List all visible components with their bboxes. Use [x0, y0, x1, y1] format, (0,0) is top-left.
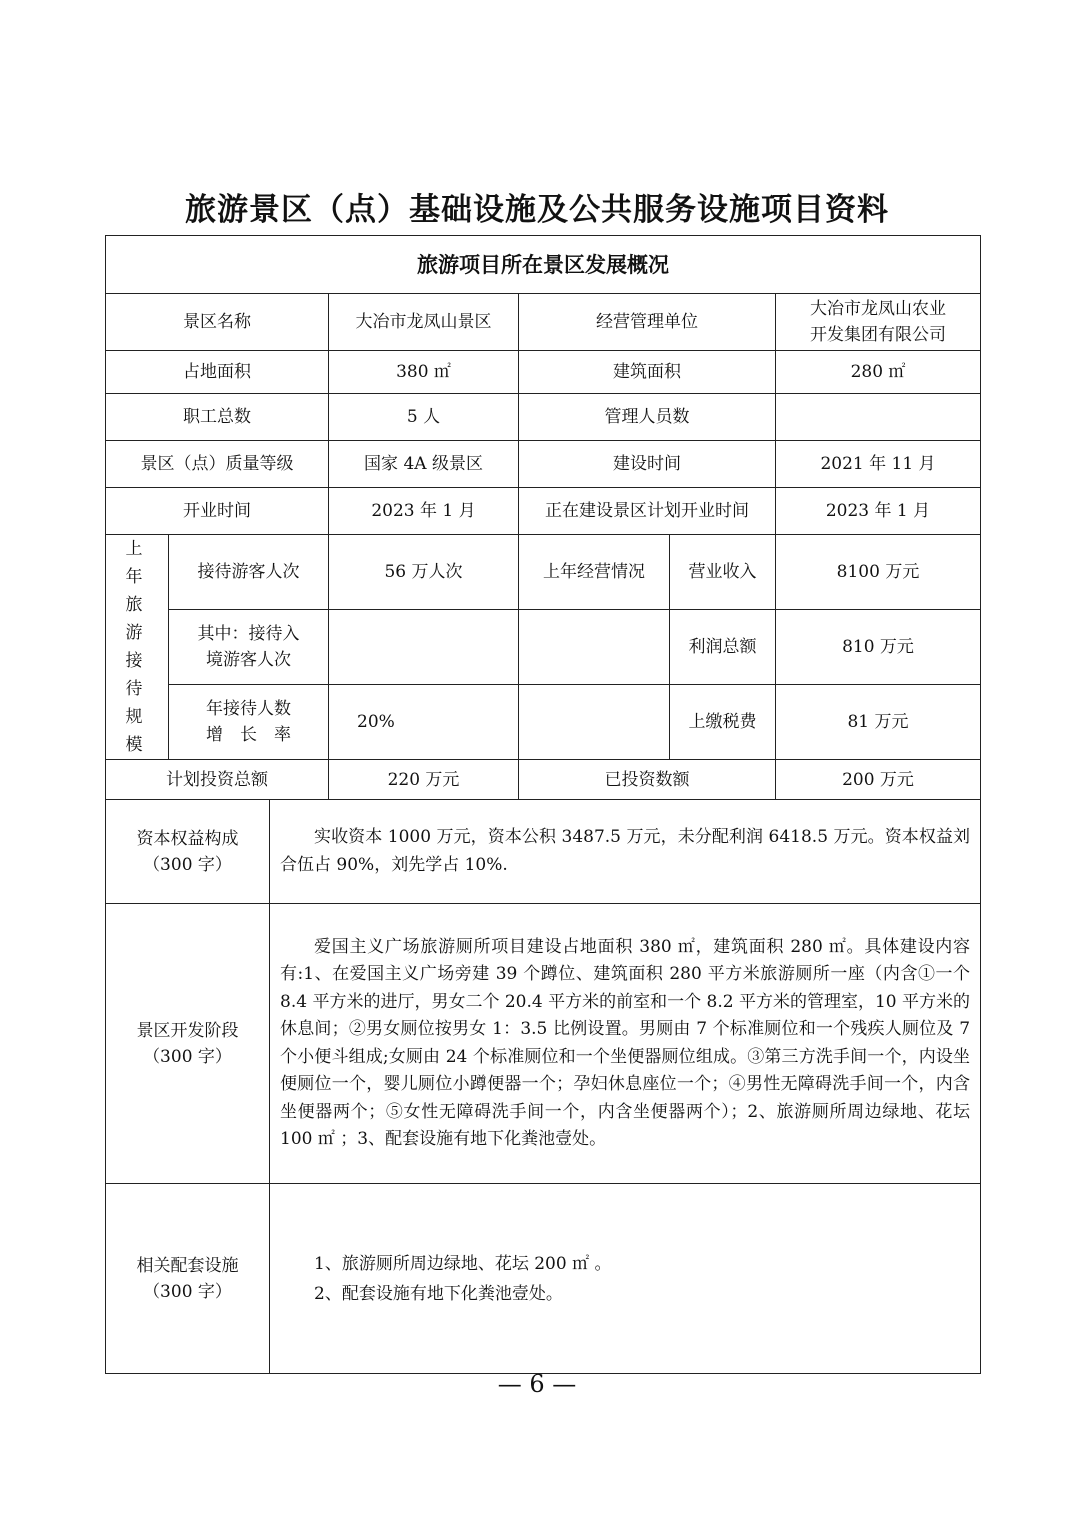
visitors-label: 接待游客人次	[169, 535, 329, 610]
ops-empty-cell-2	[519, 685, 670, 760]
revenue-label: 营业收入	[670, 535, 776, 610]
mgmt-unit-value	[776, 294, 981, 351]
tax-label: 上缴税费	[670, 685, 776, 760]
development-label-text: 景区开发阶段	[136, 1020, 239, 1041]
page-title: 旅游景区（点）基础设施及公共服务设施项目资料	[185, 192, 889, 228]
last-year-ops-label: 上年经营情况	[519, 535, 670, 610]
equity-paragraph: 实收资本 1000 万元，资本公积 3487.5 万元，未分配利润 6418.5 万元。资本权益刘合伍占 90%，刘先学占 10%.	[280, 827, 971, 875]
reception-scale-char-4: 规 模	[125, 707, 149, 755]
profit-label: 利润总额	[670, 610, 776, 685]
section-header: 旅游项目所在景区发展概况	[106, 236, 981, 294]
mgmt-unit-value-line1: 大冶市龙凤山农业	[810, 299, 947, 319]
development-paragraph: 爱国主义广场旅游厕所项目建设占地面积 380 ㎡，建筑面积 280 ㎡。具体建设内容有:1、在爱国主义广场旁建 39 个蹲位、建筑面积 280 平方米旅游厕所一座（内含①一个 8.4 平方米的进厅，男女二个 20.4 平方米的前室和一个 8.2 平方米的管理室，10 平方米的休息间；②男女厕位按男女 1：3.5 比例设置。男厕由 7 个标准厕位和一个残疾人厕位及 7 个小便斗组成;女厕由 24 个标准厕位和一个坐便器厕位组成。③第三方洗手间一个，内设坐便厕位一个，婴儿厕位小蹲便器一个；孕妇休息座位一个；④男性无障碍洗手间一个，内含坐便器两个；⑤女性无障碍洗手间一个，内含坐便器两个）；2、旅游厕所周边绿地、花坛 100 ㎡ ；3、配套设施有地下化粪池壹处。	[280, 936, 971, 1149]
facilities-item-2: 2、配套设施有地下化粪池壹处。	[314, 1283, 563, 1304]
planned-investment-value: 220 万元	[329, 760, 519, 800]
mgmt-unit-value-line2: 开发集团有限公司	[810, 325, 947, 345]
invested-value: 200 万元	[776, 760, 981, 800]
build-time-label: 建设时间	[519, 441, 776, 488]
inbound-label-line2: 境游客人次	[206, 650, 291, 670]
equity-content	[270, 800, 981, 904]
reception-scale-label	[106, 535, 169, 760]
development-content	[270, 904, 981, 1184]
growth-label-line2: 增 长 率	[206, 725, 291, 745]
equity-label	[106, 800, 270, 904]
reception-scale-char-3: 接 待	[125, 651, 149, 699]
land-area-value: 380 ㎡	[329, 351, 519, 394]
invested-label: 已投资数额	[519, 760, 776, 800]
inbound-visitors-value	[329, 610, 519, 685]
growth-rate-value: 20%	[329, 685, 519, 760]
quality-grade-value: 国家 4A 级景区	[329, 441, 519, 488]
facilities-content	[270, 1184, 981, 1374]
scenic-name-value: 大冶市龙凤山景区	[329, 294, 519, 351]
building-area-label: 建筑面积	[519, 351, 776, 394]
growth-label-line1: 年接待人数	[206, 699, 291, 719]
equity-limit-text: （300 字）	[143, 854, 232, 875]
inbound-label-line1: 其中：接待入	[197, 624, 300, 644]
staff-total-label: 职工总数	[106, 394, 329, 441]
page-number: — 6 —	[497, 1370, 577, 1398]
equity-label-text: 资本权益构成	[136, 828, 239, 849]
ops-empty-cell-1	[519, 610, 670, 685]
mgmt-staff-value	[776, 394, 981, 441]
development-label	[106, 904, 270, 1184]
building-area-value: 280 ㎡	[776, 351, 981, 394]
growth-rate-label	[169, 685, 329, 760]
mgmt-unit-label: 经营管理单位	[519, 294, 776, 351]
build-time-value: 2021 年 11 月	[776, 441, 981, 488]
project-info-table	[105, 235, 981, 1374]
profit-value: 810 万元	[776, 610, 981, 685]
quality-grade-label: 景区（点）质量等级	[106, 441, 329, 488]
facilities-limit-text: （300 字）	[143, 1281, 232, 1302]
revenue-value: 8100 万元	[776, 535, 981, 610]
inbound-visitors-label	[169, 610, 329, 685]
staff-total-value: 5 人	[329, 394, 519, 441]
planned-open-value: 2023 年 1 月	[776, 488, 981, 535]
tax-value: 81 万元	[776, 685, 981, 760]
reception-scale-char-1: 上 年	[125, 539, 149, 587]
facilities-item-1: 1、旅游厕所周边绿地、花坛 200 ㎡ 。	[314, 1253, 612, 1274]
planned-open-label: 正在建设景区计划开业时间	[519, 488, 776, 535]
mgmt-staff-label: 管理人员数	[519, 394, 776, 441]
open-time-value: 2023 年 1 月	[329, 488, 519, 535]
development-limit-text: （300 字）	[143, 1046, 232, 1067]
reception-scale-char-2: 旅 游	[125, 595, 149, 643]
open-time-label: 开业时间	[106, 488, 329, 535]
facilities-label	[106, 1184, 270, 1374]
land-area-label: 占地面积	[106, 351, 329, 394]
visitors-value: 56 万人次	[329, 535, 519, 610]
facilities-label-text: 相关配套设施	[136, 1255, 239, 1276]
scenic-name-label: 景区名称	[106, 294, 329, 351]
planned-investment-label: 计划投资总额	[106, 760, 329, 800]
